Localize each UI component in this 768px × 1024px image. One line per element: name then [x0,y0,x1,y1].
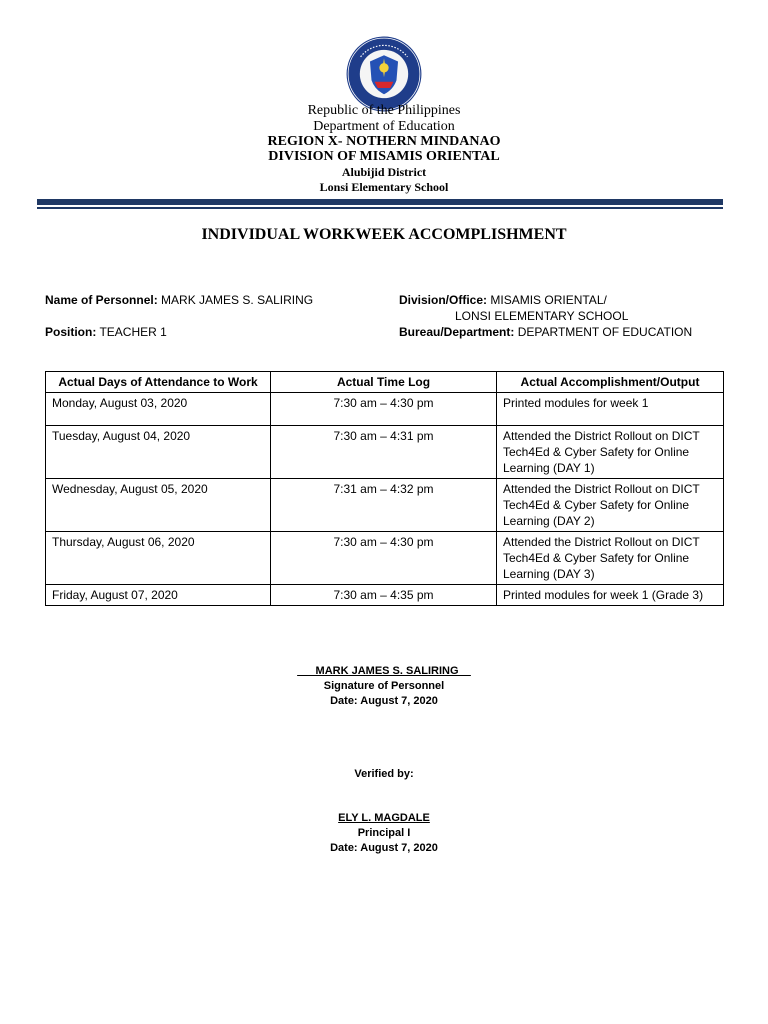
column-header-days: Actual Days of Attendance to Work [46,372,271,393]
cell-output: Attended the District Rollout on DICT Tech4Ed & Cyber Safety for Online Learning (DAY 2) [497,479,724,532]
table-row [46,585,724,606]
cell-day: Wednesday, August 05, 2020 [46,479,271,532]
personnel-signature-name-text: ___MARK JAMES S. SALIRING__ [297,665,471,677]
personnel-name-field [45,293,313,307]
cell-time: 7:30 am – 4:31 pm [271,426,497,479]
header-district: Alubijid District [341,165,427,179]
table-header-row [46,372,724,393]
verifier-name [0,812,768,824]
column-header-output: Actual Accomplishment/Output [497,372,724,393]
verifier-title: Principal I [357,827,411,839]
cell-output: Printed modules for week 1 (Grade 3) [497,585,724,606]
table-row [46,426,724,479]
header-school: Lonsi Elementary School [319,180,449,194]
cell-time: 7:30 am – 4:35 pm [271,585,497,606]
deped-seal-icon [345,35,423,113]
header-divider-thin [37,207,723,209]
table-row [46,479,724,532]
personnel-signature-caption: Signature of Personnel [323,680,445,692]
division-value-line1: MISAMIS ORIENTAL/ [490,293,607,307]
verifier-date: Date: August 7, 2020 [330,842,438,854]
cell-time: 7:31 am – 4:32 pm [271,479,497,532]
bureau-field [399,325,692,339]
personnel-name-value: MARK JAMES S. SALIRING [161,293,314,307]
header-divider-thick [37,199,723,205]
cell-time: 7:30 am – 4:30 pm [271,532,497,585]
division-value-line2: LONSI ELEMENTARY SCHOOL [455,309,629,323]
column-header-time: Actual Time Log [271,372,497,393]
table-row [46,532,724,585]
bureau-label: Bureau/Department: [399,325,515,339]
division-field [399,293,607,307]
cell-output: Printed modules for week 1 [497,393,724,426]
cell-output: Attended the District Rollout on DICT Tech4Ed & Cyber Safety for Online Learning (DAY 1) [497,426,724,479]
cell-output: Attended the District Rollout on DICT Tech4Ed & Cyber Safety for Online Learning (DAY 3) [497,532,724,585]
header-country: Republic of the Philippines [307,103,461,118]
verifier-name-text: ELY L. MAGDALE [338,812,430,824]
cell-day: Thursday, August 06, 2020 [46,532,271,585]
position-field [45,325,167,339]
cell-time: 7:30 am – 4:30 pm [271,393,497,426]
document-title: INDIVIDUAL WORKWEEK ACCOMPLISHMENT [201,226,567,243]
header-region: REGION X- NOTHERN MINDANAO [267,134,501,149]
cell-day: Monday, August 03, 2020 [46,393,271,426]
header-department: Department of Education [313,119,455,134]
personnel-signature-name [0,665,768,677]
table-row [46,393,724,426]
personnel-name-label: Name of Personnel: [45,293,158,307]
header-division: DIVISION OF MISAMIS ORIENTAL [268,149,500,164]
accomplishment-table [45,371,724,606]
position-label: Position: [45,325,97,339]
personnel-signature-date: Date: August 7, 2020 [330,695,438,707]
cell-day: Tuesday, August 04, 2020 [46,426,271,479]
division-label: Division/Office: [399,293,488,307]
verified-by-label: Verified by: [354,768,414,780]
position-value: TEACHER 1 [99,325,167,339]
cell-day: Friday, August 07, 2020 [46,585,271,606]
bureau-value: DEPARTMENT OF EDUCATION [517,325,693,339]
